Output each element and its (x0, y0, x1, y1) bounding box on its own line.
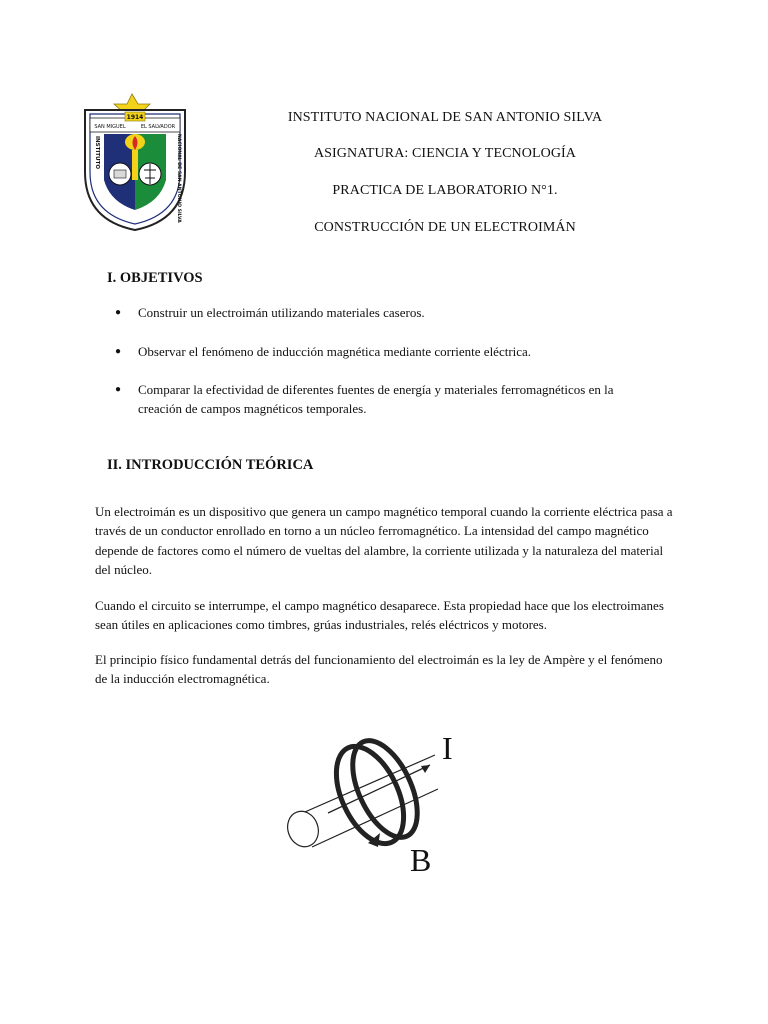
objective-text: Construir un electroimán utilizando materiales caseros. (138, 305, 425, 320)
crest-left-band: INSTITUTO (94, 136, 100, 170)
field-label: B (410, 842, 432, 878)
objectives-heading: I. OBJETIVOS (107, 270, 203, 286)
objectives-list (115, 303, 655, 418)
introduction-heading: II. INTRODUCCIÓN TEÓRICA (107, 457, 314, 473)
school-crest-logo (80, 92, 190, 232)
topic-title: CONSTRUCCIÓN DE UN ELECTROIMÁN (314, 220, 576, 235)
school-name: INSTITUTO NACIONAL DE SAN ANTONIO SILVA (287, 110, 603, 125)
crest-right-band: NACIONAL DE SAN ANTONIO SILVA (176, 134, 181, 223)
electromagnet-diagram (270, 725, 470, 880)
list-item (115, 380, 655, 418)
crest-year: 1914 (126, 114, 144, 121)
practice-title: PRACTICA DE LABORATORIO N°1. (332, 183, 558, 198)
current-label: I (442, 730, 453, 766)
bullet-icon: ● (115, 346, 122, 357)
intro-paragraph: Cuando el circuito se interrumpe, el campo magnético desaparece. Esta propiedad hace que los electroimanes sean útiles en aplicaciones como timbres, grúas industriales, relés eléctricos y motores. (95, 598, 664, 633)
objective-text: Comparar la efectividad de diferentes fuentes de energía y materiales ferromagnéticos en la creación de campos magnéticos temporales. (138, 382, 614, 416)
list-item (115, 303, 655, 322)
bullet-icon: ● (115, 307, 122, 318)
crest-left-city: SAN MIGUEL (94, 124, 126, 130)
list-item (115, 342, 655, 361)
intro-paragraph: Un electroimán es un dispositivo que genera un campo magnético temporal cuando la corriente eléctrica pasa a través de un conductor enrollado en torno a un núcleo ferromagnético. La intensidad del campo magnético depende de factores como el número de vueltas del alambre, la corriente utilizada y la naturaleza del material del núcleo. (95, 504, 673, 577)
bullet-icon: ● (115, 384, 122, 395)
crest-right-city: EL SALVADOR (140, 124, 176, 130)
objective-text: Observar el fenómeno de inducción magnética mediante corriente eléctrica. (138, 344, 532, 359)
subject-line: ASIGNATURA: CIENCIA Y TECNOLOGÍA (313, 146, 577, 161)
intro-paragraph: El principio físico fundamental detrás del funcionamiento del electroimán es la ley de Ampère y el fenómeno de la inducción electromagnética. (95, 652, 663, 687)
